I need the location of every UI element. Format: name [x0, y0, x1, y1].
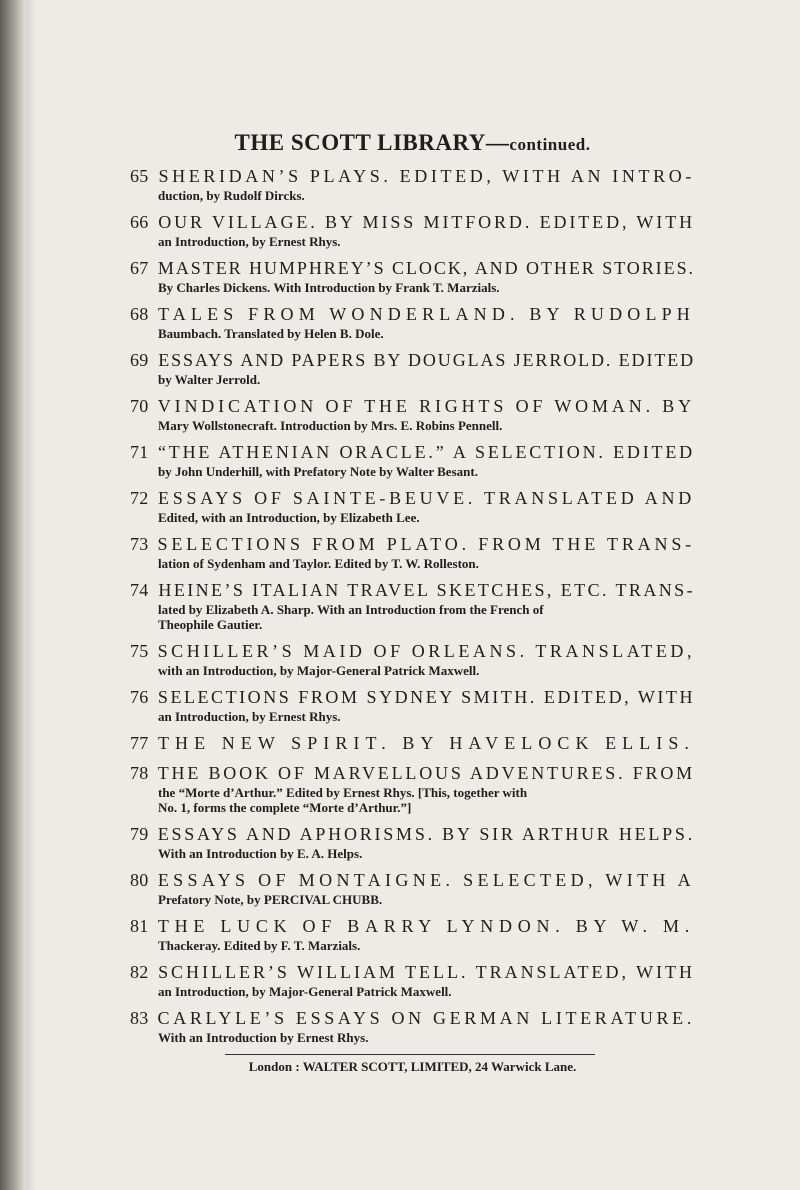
entry-description-line: with an Introduction, by Major-General Patrick Maxwell.: [158, 663, 480, 678]
catalogue-entry: [130, 396, 695, 433]
entry-list: [130, 166, 695, 1045]
entry-description-line: an Introduction, by Major-General Patrick Maxwell.: [158, 984, 452, 999]
entry-title: THE LUCK OF BARRY LYNDON. BY W. M.: [157, 916, 695, 936]
entry-description: [130, 464, 695, 479]
footer-rule: [225, 1054, 595, 1055]
entry-description-line: Mary Wollstonecraft. Introduction by Mrs. E. Robins Pennell.: [158, 418, 503, 433]
catalogue-entry: [130, 733, 695, 754]
entry-number: 70: [130, 396, 149, 416]
entry-description-line: Edited, with an Introduction, by Elizabeth Lee.: [158, 510, 420, 525]
entry-description: [130, 188, 695, 203]
entry-number: 74: [130, 580, 149, 600]
entry-number: 77: [130, 733, 149, 753]
entry-number: 71: [130, 442, 149, 462]
entry-title-line: [130, 396, 695, 417]
entry-description-line: the “Morte d’Arthur.” Edited by Ernest Rhys. [This, together with: [158, 785, 528, 800]
entry-description: [130, 418, 695, 433]
catalogue-entry: [130, 687, 695, 724]
entry-description-line: No. 1, forms the complete “Morte d’Arthur.”]: [158, 800, 412, 815]
entry-number: 66: [130, 212, 149, 232]
entry-title: ESSAYS OF MONTAIGNE. SELECTED, WITH A: [157, 870, 695, 890]
entry-title: SHERIDAN’S PLAYS. EDITED, WITH AN INTRO-: [158, 166, 695, 186]
entry-title: TALES FROM WONDERLAND. BY RUDOLPH: [158, 304, 695, 324]
entry-number: 65: [130, 166, 149, 186]
entry-description-line: an Introduction, by Ernest Rhys.: [158, 234, 341, 249]
entry-description: [130, 709, 695, 724]
catalogue-entry: [130, 258, 695, 295]
entry-title-line: [130, 442, 695, 463]
book-spine-shadow: [0, 0, 26, 1190]
entry-description-line: By Charles Dickens. With Introduction by Frank T. Marzials.: [158, 280, 500, 295]
entry-description: [130, 372, 695, 387]
entry-title: SELECTIONS FROM PLATO. FROM THE TRANS-: [157, 534, 695, 554]
catalogue-entry: [130, 304, 695, 341]
catalogue-entry: [130, 212, 695, 249]
entry-description: [130, 663, 695, 678]
entry-description: [130, 510, 695, 525]
entry-description-line: Baumbach. Translated by Helen B. Dole.: [158, 326, 384, 341]
catalogue-entry: [130, 534, 695, 571]
entry-title-line: [130, 1008, 695, 1029]
catalogue-entry: [130, 962, 695, 999]
entry-title: VINDICATION OF THE RIGHTS OF WOMAN. BY: [157, 396, 695, 416]
catalogue-entry: [130, 870, 695, 907]
catalogue-entry: [130, 1008, 695, 1045]
catalogue-entry: [130, 580, 695, 632]
entry-title: ESSAYS AND PAPERS BY DOUGLAS JERROLD. EDITED: [158, 350, 695, 370]
entry-title-line: [130, 687, 695, 708]
entry-description-line: Theophile Gautier.: [158, 617, 263, 632]
gutter-shadow: [26, 0, 36, 1190]
entry-number: 75: [130, 641, 149, 661]
entry-title-line: [130, 763, 695, 784]
entry-number: 73: [130, 534, 149, 554]
entry-title: THE NEW SPIRIT. BY HAVELOCK ELLIS.: [157, 733, 695, 753]
entry-description-line: Prefatory Note, by PERCIVAL CHUBB.: [158, 892, 383, 907]
entry-title: THE BOOK OF MARVELLOUS ADVENTURES. FROM: [157, 763, 695, 783]
entry-number: 81: [130, 916, 149, 936]
catalogue-entry: [130, 824, 695, 861]
entry-number: 83: [130, 1008, 149, 1028]
catalogue-entry: [130, 916, 695, 953]
entry-number: 80: [130, 870, 149, 890]
entry-description: [130, 602, 695, 632]
entry-title-line: [130, 916, 695, 937]
entry-description: [130, 326, 695, 341]
entry-title: ESSAYS OF SAINTE-BEUVE. TRANSLATED AND: [158, 488, 695, 508]
entry-title-line: [130, 212, 695, 233]
entry-title: OUR VILLAGE. BY MISS MITFORD. EDITED, WITH: [158, 212, 695, 232]
entry-title-line: [130, 166, 695, 187]
catalogue-entry: [130, 641, 695, 678]
entry-number: 68: [130, 304, 149, 324]
entry-title: “THE ATHENIAN ORACLE.” A SELECTION. EDITED: [157, 442, 695, 462]
entry-title-line: [130, 350, 695, 371]
entry-title-line: [130, 641, 695, 662]
entry-title: SCHILLER’S MAID OF ORLEANS. TRANSLATED,: [157, 641, 695, 661]
entry-title: ESSAYS AND APHORISMS. BY SIR ARTHUR HELPS.: [157, 824, 695, 844]
entry-title: HEINE’S ITALIAN TRAVEL SKETCHES, ETC. TRANS-: [158, 580, 695, 600]
entry-description-line: lated by Elizabeth A. Sharp. With an Introduction from the French of: [158, 602, 544, 617]
entry-number: 67: [130, 258, 149, 278]
entry-title-line: [130, 258, 695, 279]
entry-number: 78: [130, 763, 149, 783]
catalogue-entry: [130, 350, 695, 387]
entry-title-line: [130, 962, 695, 983]
entry-title: SCHILLER’S WILLIAM TELL. TRANSLATED, WITH: [158, 962, 695, 982]
entry-description: [130, 1030, 695, 1045]
entry-description-line: lation of Sydenham and Taylor. Edited by T. W. Rolleston.: [158, 556, 479, 571]
entry-description-line: With an Introduction by Ernest Rhys.: [158, 1030, 369, 1045]
entry-description-line: by John Underhill, with Prefatory Note by Walter Besant.: [158, 464, 478, 479]
entry-description-line: Thackeray. Edited by F. T. Marzials.: [158, 938, 361, 953]
entry-title: SELECTIONS FROM SYDNEY SMITH. EDITED, WITH: [157, 687, 695, 707]
header-title: THE SCOTT LIBRARY—: [234, 130, 510, 155]
entry-number: 69: [130, 350, 149, 370]
entry-number: 79: [130, 824, 149, 844]
catalogue-page: [130, 130, 695, 1075]
publisher-imprint: London : WALTER SCOTT, LIMITED, 24 Warwick Lane.: [248, 1059, 577, 1074]
entry-description: [130, 785, 695, 815]
entry-title-line: [130, 824, 695, 845]
entry-description: [130, 234, 695, 249]
entry-description: [130, 984, 695, 999]
header-continued: continued.: [509, 135, 591, 154]
entry-description: [130, 938, 695, 953]
entry-title: CARLYLE’S ESSAYS ON GERMAN LITERATURE.: [157, 1008, 695, 1028]
entry-title-line: [130, 304, 695, 325]
entry-title-line: [130, 488, 695, 509]
catalogue-entry: [130, 488, 695, 525]
entry-description: [130, 280, 695, 295]
entry-description-line: by Walter Jerrold.: [158, 372, 261, 387]
catalogue-entry: [130, 442, 695, 479]
entry-number: 76: [130, 687, 149, 707]
entry-number: 72: [130, 488, 149, 508]
entry-title-line: [130, 580, 695, 601]
page-header: [130, 130, 695, 156]
entry-title: MASTER HUMPHREY’S CLOCK, AND OTHER STORIES.: [157, 258, 695, 278]
entry-number: 82: [130, 962, 149, 982]
entry-description: [130, 556, 695, 571]
entry-description: [130, 846, 695, 861]
catalogue-entry: [130, 763, 695, 815]
entry-title-line: [130, 870, 695, 891]
entry-description-line: With an Introduction by E. A. Helps.: [158, 846, 363, 861]
entry-description-line: duction, by Rudolf Dircks.: [158, 188, 305, 203]
catalogue-entry: [130, 166, 695, 203]
entry-description: [130, 892, 695, 907]
entry-title-line: [130, 733, 695, 754]
entry-title-line: [130, 534, 695, 555]
entry-description-line: an Introduction, by Ernest Rhys.: [158, 709, 341, 724]
